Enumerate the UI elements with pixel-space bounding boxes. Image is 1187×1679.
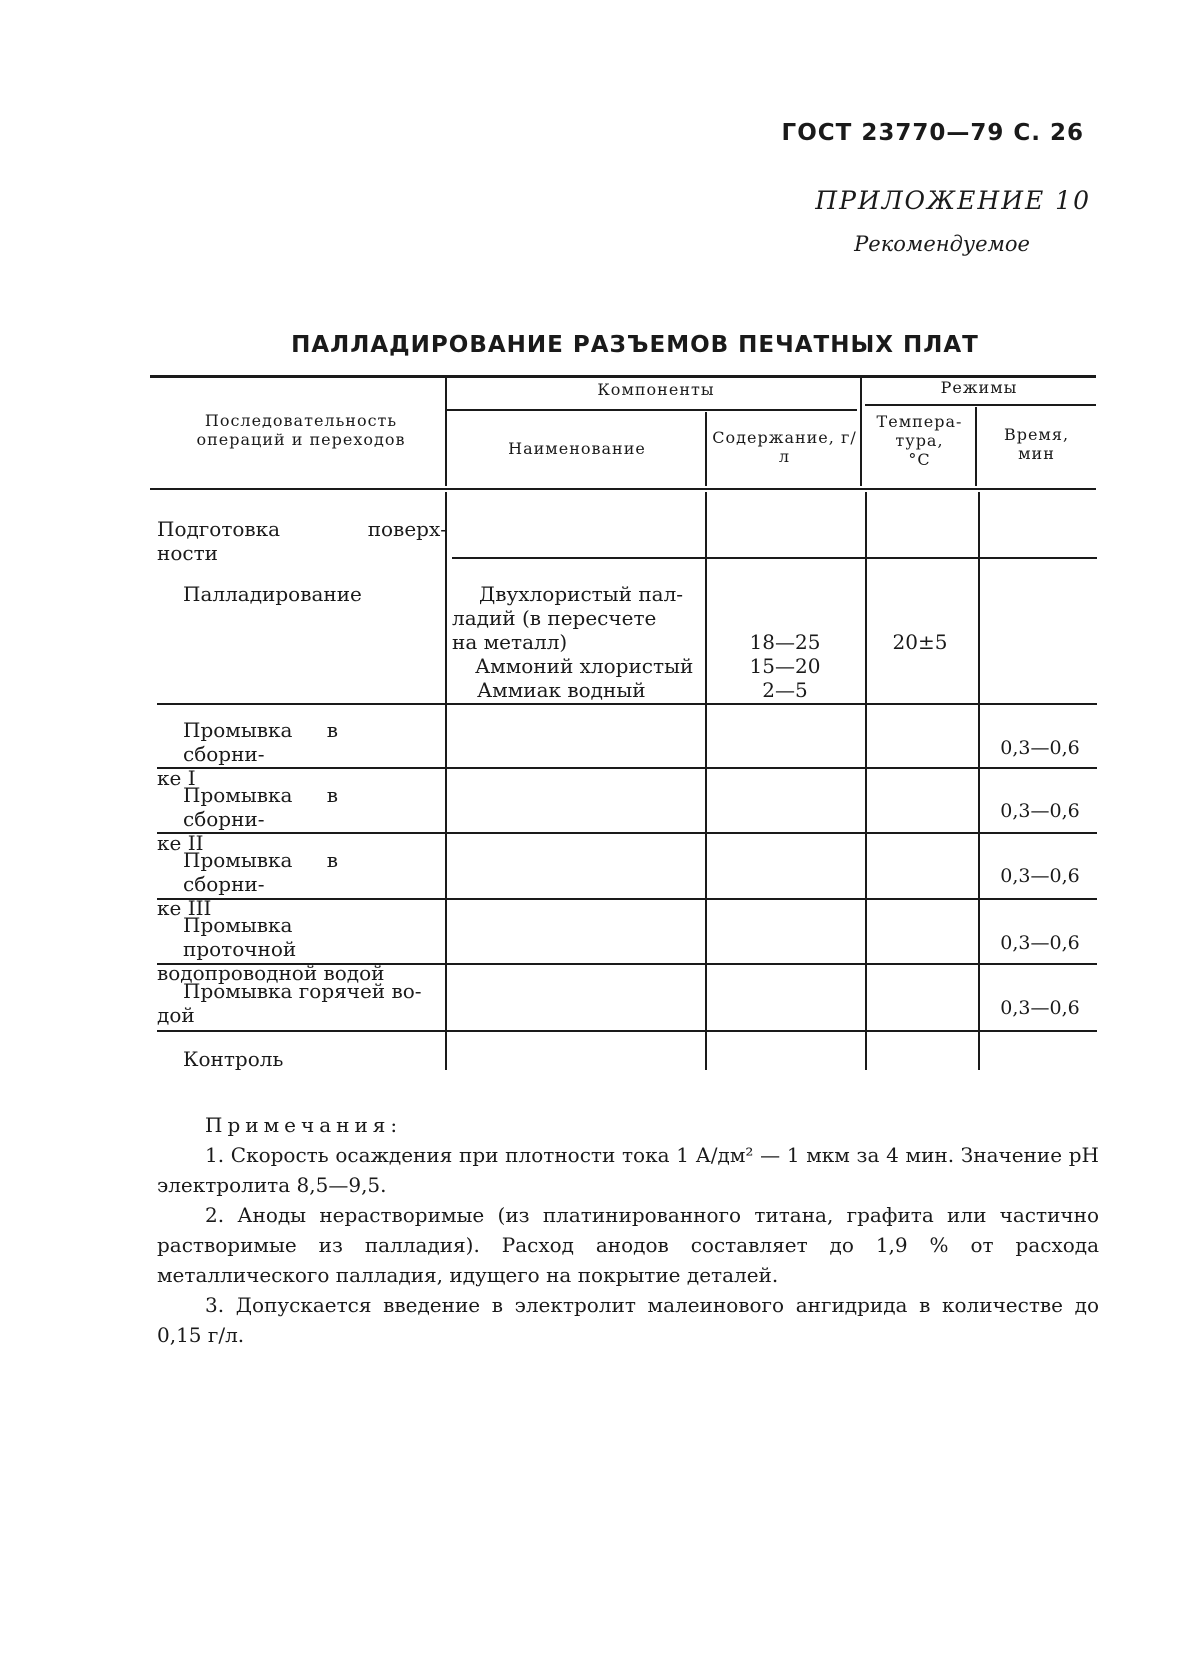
note-item: 3. Допускается введение в электролит малеинового ангидрида в количестве до 0,15 г/л.: [157, 1293, 1099, 1347]
modes-divider: [865, 404, 1096, 406]
components-list: [452, 582, 707, 702]
table-row-operation: [157, 913, 447, 985]
header-time-line: Время,: [1003, 425, 1070, 444]
operation-line: ности: [157, 541, 218, 565]
table-row-operation: [157, 718, 447, 790]
operation-line: Промывка горячей во-: [183, 979, 422, 1003]
time-value: 0,3—0,6: [1000, 997, 1080, 1019]
notes: [157, 1110, 1099, 1350]
operation-line: Промывка в сборни-: [183, 848, 339, 896]
operation-line: Промывка проточной: [183, 913, 297, 961]
header-components: Компоненты: [597, 380, 715, 399]
table-row-operation: [157, 848, 447, 920]
table-row-operation: [183, 582, 473, 606]
time-value: 0,3—0,6: [1000, 737, 1080, 759]
row-rule: [157, 1030, 1097, 1032]
operation-line: ке I: [157, 766, 196, 790]
component-line: Двухлористый пал-: [479, 582, 684, 606]
content-value: 2—5: [762, 678, 808, 702]
row-rule: [157, 703, 1097, 705]
appendix-status: Рекомендуемое: [854, 232, 1030, 256]
time-value: 0,3—0,6: [1000, 800, 1080, 822]
header-operations: Последовательность операций и переходов: [196, 411, 406, 449]
component-line: Аммиак водный: [477, 678, 646, 702]
header-content: Содержание, г/л: [712, 428, 857, 466]
notes-heading: Примечания:: [205, 1113, 403, 1137]
row-rule: [452, 557, 1097, 559]
component-line: Аммоний хлористый: [475, 654, 694, 678]
appendix-title: ПРИЛОЖЕНИЕ 10: [815, 186, 1091, 215]
content-values: [710, 630, 860, 702]
temperature-value: 20±5: [892, 630, 948, 654]
header-temperature: [862, 412, 977, 469]
components-divider: [447, 409, 857, 411]
table-row-operation: [157, 979, 447, 1027]
operation-line: Промывка в сборни-: [183, 718, 339, 766]
note-item: 1. Скорость осаждения при плотности тока 1 А/дм² — 1 мкм за 4 мин. Значение pH электролита 8,5—9,5.: [157, 1143, 1099, 1197]
header-time: [977, 425, 1096, 463]
time-value: 0,3—0,6: [1000, 932, 1080, 954]
content-value: 15—20: [749, 654, 821, 678]
body-vline-3: [865, 492, 867, 1070]
operation-line: водопроводной водой: [157, 961, 385, 985]
operation-line: Промывка в сборни-: [183, 783, 339, 831]
body-vline-2: [705, 492, 707, 1070]
header-bottom-rule: [150, 488, 1096, 490]
document-title: ПАЛЛАДИРОВАНИЕ РАЗЪЕМОВ ПЕЧАТНЫХ ПЛАТ: [291, 332, 979, 358]
header-time-unit: мин: [1018, 444, 1055, 463]
table-row-operation: [157, 783, 447, 855]
operation-line: Подготовка поверх-: [157, 517, 447, 541]
component-line: на металл): [452, 630, 568, 654]
operation-line: дой: [157, 1003, 195, 1027]
operation-line: Контроль: [183, 1047, 284, 1071]
component-line: ладий (в пересчете: [452, 606, 657, 630]
body-vline-4: [978, 492, 980, 1070]
note-item: 2. Аноды нерастворимые (из платинированного титана, графита или частично растворимые из палладия). Расход анодов составляет до 1,9 % от расхода металлического палладия, идущего на покрытие деталей.: [157, 1203, 1099, 1287]
table-row-operation: [157, 517, 447, 565]
operation-line: Палладирование: [183, 582, 362, 606]
header-temperature-line: Темпера-: [876, 412, 963, 431]
time-value: 0,3—0,6: [1000, 865, 1080, 887]
header-temperature-line: тура,: [895, 431, 944, 450]
header-temperature-unit: °С: [908, 450, 931, 469]
header-name: Наименование: [508, 439, 646, 458]
operation-line: ке II: [157, 831, 204, 855]
content-value: 18—25: [749, 630, 821, 654]
table-row-operation: [183, 1047, 473, 1071]
page-header-gost: ГОСТ 23770—79 С. 26: [781, 120, 1084, 146]
header-modes: Режимы: [940, 378, 1018, 397]
operation-line: ке III: [157, 896, 212, 920]
